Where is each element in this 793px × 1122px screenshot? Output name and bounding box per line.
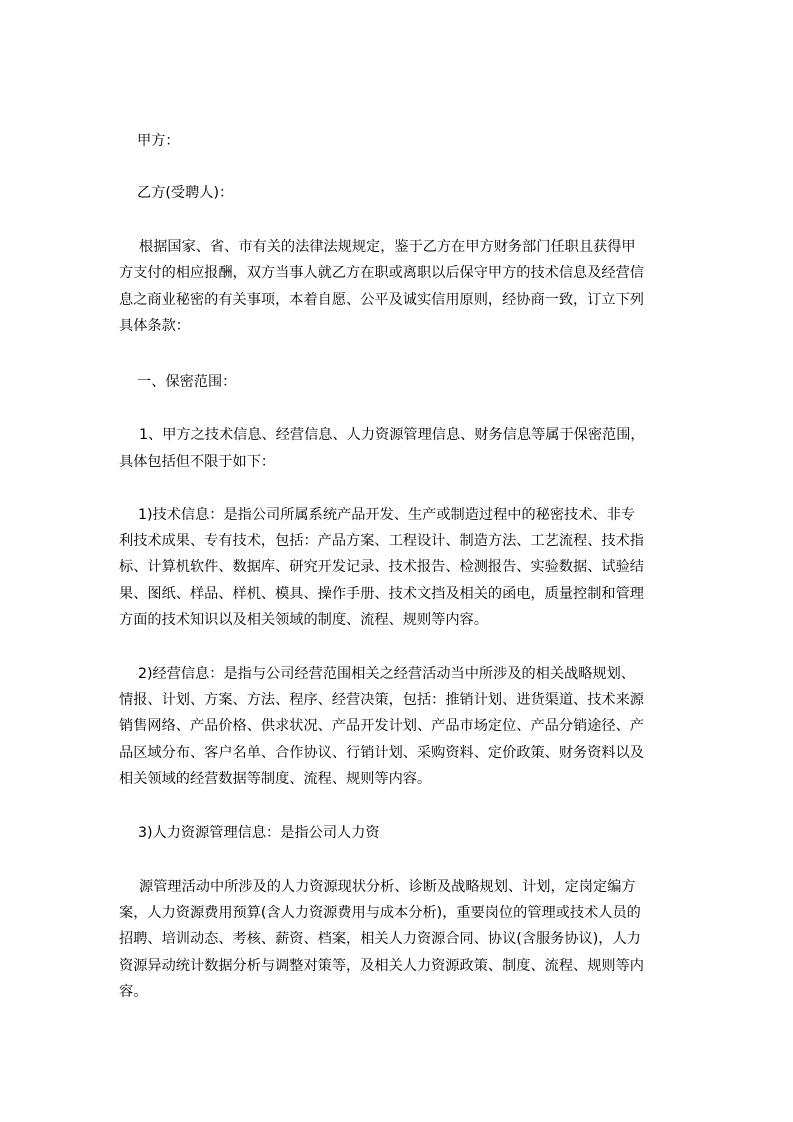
party-b-label: 乙方(受聘人)： [137, 185, 234, 201]
section-title: 一、保密范围： [137, 374, 237, 390]
paragraph-line: 利技术成果、专有技术，包括：产品方案、工程设计、制造方法、工艺流程、技术指 [119, 533, 644, 549]
paragraph-line: 果、图纸、样品、样机、模具、操作手册、技术文挡及相关的函电，质量控制和管理 [119, 586, 644, 602]
paragraph-line: 品区域分布、客户名单、合作协议、行销计划、采购资料、定价政策、财务资料以及 [119, 745, 644, 761]
paragraph-line: 根据国家、省、市有关的法律法规规定，鉴于乙方在甲方财务部门任职且获得甲 [139, 239, 636, 255]
paragraph-line: 2)经营信息：是指与公司经营范围相关之经营活动当中所涉及的相关战略规划、 [138, 666, 635, 682]
paragraph-line: 资源异动统计数据分析与调整对策等，及相关人力资源政策、制度、流程、规则等内 [119, 958, 644, 974]
party-a-label: 甲方： [137, 133, 180, 149]
paragraph-line: 具体条款： [119, 318, 190, 334]
paragraph-line: 招聘、培训动态、考核、薪资、档案，相关人力资源合同、协议(含服务协议)，人力 [119, 931, 641, 947]
paragraph-line: 相关领域的经营数据等制度、流程、规则等内容。 [119, 771, 432, 787]
paragraph-line: 息之商业秘密的有关事项，本着自愿、公平及诚实信用原则，经协商一致，订立下列 [119, 292, 644, 308]
paragraph-line: 方面的技术知识以及相关领域的制度、流程、规则等内容。 [119, 612, 488, 628]
paragraph-line: 标、计算机软件、数据库、研究开发记录、技术报告、检测报告、实验数据、试验结 [119, 559, 644, 575]
paragraph-line: 方支付的相应报酬，双方当事人就乙方在职或离职以后保守甲方的技术信息及经营信 [119, 265, 644, 281]
paragraph-line: 情报、计划、方案、方法、程序、经营决策，包括：推销计划、进货渠道、技术来源 [119, 692, 644, 708]
paragraph-line: 1、甲方之技术信息、经营信息、人力资源管理信息、财务信息等属于保密范围， [139, 427, 645, 443]
paragraph-line: 具体包括但不限于如下： [119, 454, 276, 470]
paragraph-line: 销售网络、产品价格、供求状况、产品开发计划、产品市场定位、产品分销途径、产 [119, 718, 644, 734]
hr-info-title: 3)人力资源管理信息：是指公司人力资 [138, 825, 380, 841]
paragraph-line: 容。 [119, 984, 148, 1000]
paragraph-line: 案，人力资源费用预算(含人力资源费用与成本分析)，重要岗位的管理或技术人员的 [119, 905, 641, 921]
paragraph-line: 源管理活动中所涉及的人力资源现状分析、诊断及战略规划、计划，定岗定编方 [139, 879, 636, 895]
paragraph-line: 1)技术信息：是指公司所属系统产品开发、生产或制造过程中的秘密技术、非专 [138, 507, 635, 523]
